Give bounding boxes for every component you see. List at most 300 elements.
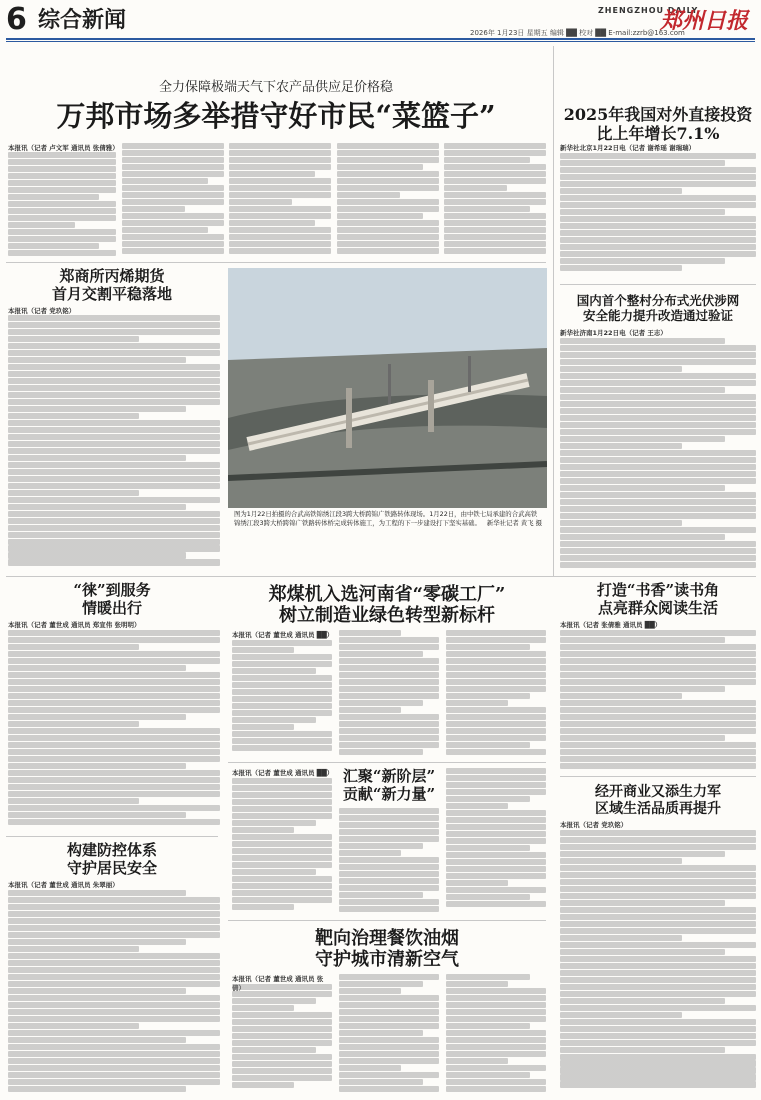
text-line — [8, 637, 220, 643]
text-line — [8, 819, 220, 825]
text-line — [560, 942, 756, 948]
text-line — [560, 928, 756, 934]
text-line — [8, 1044, 220, 1050]
divider — [228, 920, 546, 921]
text-line — [337, 143, 439, 149]
text-line — [446, 1023, 530, 1029]
text-line — [339, 808, 439, 814]
text-line — [560, 1047, 725, 1053]
text-line — [8, 476, 220, 482]
text-line — [232, 724, 294, 730]
text-line — [8, 250, 116, 256]
text-line — [560, 401, 756, 407]
text-line — [444, 143, 546, 149]
text-line — [446, 672, 546, 678]
text-line — [8, 462, 220, 468]
text-line — [229, 171, 315, 177]
text-line — [8, 236, 116, 242]
column-divider — [553, 46, 554, 576]
text-line — [446, 742, 530, 748]
text-line — [446, 1002, 546, 1008]
text-line — [8, 420, 220, 426]
text-line — [339, 864, 439, 870]
text-line — [560, 644, 756, 650]
text-line — [444, 164, 546, 170]
rail-body — [560, 338, 756, 570]
text-line — [560, 352, 756, 358]
culture-byline: 本报讯（记者 党玖铭） — [560, 821, 628, 829]
newpower-body-col1 — [232, 778, 332, 914]
text-line — [8, 756, 220, 762]
text-line — [8, 152, 116, 158]
text-line — [232, 689, 332, 695]
text-line — [560, 167, 756, 173]
text-line — [560, 380, 756, 386]
smoke-body-col2 — [339, 974, 439, 1094]
text-line — [560, 555, 756, 561]
text-line — [8, 700, 220, 706]
text-line — [8, 890, 186, 896]
text-line — [560, 258, 725, 264]
text-line — [8, 545, 220, 551]
text-line — [560, 1060, 756, 1066]
text-line — [560, 457, 756, 463]
culture-body — [560, 830, 756, 1094]
text-line — [122, 241, 224, 247]
text-line — [232, 904, 294, 910]
text-line — [560, 921, 756, 927]
text-line — [229, 150, 331, 156]
text-line — [8, 490, 139, 496]
text-line — [560, 735, 725, 741]
text-line — [8, 322, 220, 328]
text-line — [446, 859, 546, 865]
text-line — [8, 1051, 220, 1057]
lead-body-col4 — [337, 143, 439, 258]
text-line — [8, 665, 186, 671]
text-line — [560, 949, 725, 955]
text-line — [560, 223, 756, 229]
text-line — [8, 805, 220, 811]
text-line — [122, 213, 224, 219]
text-line — [446, 630, 546, 636]
text-line — [446, 707, 546, 713]
smoke-body-col1 — [232, 984, 332, 1094]
text-line — [232, 640, 332, 646]
text-line — [232, 1033, 332, 1039]
coal-body-col3 — [446, 630, 546, 756]
text-line — [8, 784, 220, 790]
text-line — [8, 693, 220, 699]
text-line — [560, 872, 756, 878]
text-line — [122, 206, 185, 212]
text-line — [339, 1058, 439, 1064]
court-byline: 本报讯（记者 党玖铭） — [8, 307, 76, 315]
newpower-byline: 本报讯（记者 董世成 通讯员 ██） — [232, 769, 334, 777]
text-line — [232, 876, 332, 882]
text-line — [229, 143, 331, 149]
text-line — [560, 693, 682, 699]
text-line — [446, 735, 546, 741]
text-line — [8, 399, 220, 405]
text-line — [8, 651, 220, 657]
text-line — [232, 799, 332, 805]
text-line — [339, 672, 439, 678]
text-line — [339, 735, 439, 741]
text-line — [232, 682, 332, 688]
prevention-headline: 构建防控体系 守护居民安全 — [66, 841, 157, 877]
text-line — [337, 248, 439, 254]
text-line — [8, 1058, 220, 1064]
text-line — [560, 900, 725, 906]
text-line — [8, 953, 220, 959]
text-line — [339, 995, 439, 1001]
text-line — [560, 230, 756, 236]
text-line — [446, 1072, 530, 1078]
text-line — [8, 208, 116, 214]
divider — [228, 762, 546, 763]
text-line — [560, 373, 756, 379]
lead-byline: 本报讯（记者 卢文军 通讯员 张倩雅） — [8, 144, 119, 152]
text-line — [8, 378, 220, 384]
text-line — [8, 343, 220, 349]
text-line — [232, 792, 332, 798]
text-line — [8, 448, 220, 454]
text-line — [560, 851, 725, 857]
text-line — [8, 497, 220, 503]
text-line — [8, 932, 220, 938]
paper-logo: 郑州日报 — [660, 8, 749, 34]
text-line — [560, 464, 756, 470]
text-line — [560, 387, 725, 393]
text-line — [229, 178, 331, 184]
text-line — [339, 749, 423, 755]
text-line — [8, 215, 116, 221]
lead-kicker: 全力保障极端天气下农产品供应足价格稳 — [158, 80, 393, 95]
text-line — [560, 265, 682, 271]
text-line — [446, 880, 508, 886]
text-line — [339, 665, 439, 671]
text-line — [444, 248, 546, 254]
text-line — [339, 850, 401, 856]
coal-body-col1 — [232, 640, 332, 756]
text-line — [446, 810, 546, 816]
text-line — [560, 188, 682, 194]
service-byline: 本报讯（记者 董世成 通讯员 郑宣伟 张明明） — [8, 621, 141, 629]
text-line — [8, 392, 220, 398]
text-line — [122, 178, 208, 184]
text-line — [8, 658, 220, 664]
text-line — [339, 815, 439, 821]
text-line — [339, 679, 439, 685]
text-line — [339, 829, 439, 835]
text-line — [446, 988, 546, 994]
text-line — [560, 721, 756, 727]
text-line — [122, 185, 224, 191]
text-line — [339, 1086, 439, 1092]
text-line — [8, 1030, 220, 1036]
text-line — [339, 1044, 439, 1050]
text-line — [444, 171, 546, 177]
text-line — [560, 1054, 756, 1060]
divider — [560, 776, 756, 777]
text-line — [232, 661, 332, 667]
text-line — [232, 1012, 332, 1018]
text-line — [446, 796, 530, 802]
text-line — [560, 837, 756, 843]
trade-byline: 新华社北京1月22日电（记者 谢希瑶 谢瑞瑞） — [560, 144, 696, 152]
text-line — [339, 981, 423, 987]
text-line — [232, 717, 316, 723]
text-line — [232, 855, 332, 861]
text-line — [560, 998, 725, 1004]
bridge-photo — [228, 268, 547, 508]
text-line — [8, 777, 220, 783]
text-line — [560, 436, 725, 442]
text-line — [446, 728, 546, 734]
text-line — [229, 234, 331, 240]
rail-headline: 国内首个整村分布式光伏涉网 安全能力提升改造通过验证 — [576, 293, 740, 323]
text-line — [560, 672, 756, 678]
text-line — [446, 686, 546, 692]
text-line — [444, 227, 546, 233]
text-line — [444, 234, 546, 240]
text-line — [339, 637, 439, 643]
text-line — [560, 202, 756, 208]
text-line — [560, 637, 725, 643]
text-line — [339, 651, 423, 657]
text-line — [8, 630, 220, 636]
newpower-body-col2 — [339, 808, 439, 914]
smoke-headline: 靶向治理餐饮油烟 守护城市清新空气 — [315, 928, 459, 971]
text-line — [446, 887, 546, 893]
text-line — [122, 248, 224, 254]
text-line — [8, 714, 186, 720]
service-headline: “徕”到服务 情暖出行 — [73, 581, 151, 617]
text-line — [232, 820, 316, 826]
text-line — [232, 654, 332, 660]
text-line — [229, 227, 331, 233]
text-line — [8, 770, 220, 776]
text-line — [444, 157, 530, 163]
text-line — [122, 164, 224, 170]
text-line — [560, 1074, 756, 1080]
text-line — [560, 956, 756, 962]
text-line — [229, 213, 331, 219]
text-line — [337, 164, 423, 170]
text-line — [8, 441, 220, 447]
text-line — [560, 1012, 682, 1018]
text-line — [8, 644, 139, 650]
text-line — [446, 789, 546, 795]
text-line — [339, 1072, 439, 1078]
text-line — [560, 679, 756, 685]
text-line — [229, 220, 315, 226]
text-line — [232, 1019, 332, 1025]
text-line — [232, 1068, 332, 1074]
text-line — [8, 518, 220, 524]
text-line — [229, 157, 331, 163]
lead-body-col3 — [229, 143, 331, 258]
text-line — [232, 827, 294, 833]
text-line — [560, 1040, 756, 1046]
text-line — [446, 721, 546, 727]
text-line — [339, 742, 439, 748]
text-line — [8, 434, 220, 440]
text-line — [8, 187, 116, 193]
text-line — [560, 492, 756, 498]
text-line — [339, 892, 423, 898]
text-line — [560, 485, 725, 491]
text-line — [339, 878, 439, 884]
text-line — [446, 637, 546, 643]
text-line — [560, 686, 725, 692]
text-line — [8, 967, 220, 973]
text-line — [8, 229, 116, 235]
text-line — [560, 527, 756, 533]
text-line — [8, 749, 220, 755]
text-line — [337, 185, 439, 191]
rail-byline: 新华社济南1月22日电（记者 王志） — [560, 329, 667, 337]
text-line — [446, 651, 546, 657]
text-line — [232, 806, 332, 812]
text-line — [560, 844, 756, 850]
lead-headline: 万邦市场多举措守好市民“菜篮子” — [56, 99, 496, 133]
divider — [6, 836, 218, 837]
text-line — [232, 1040, 332, 1046]
court-headline: 郑商所丙烯期货 首月交割平稳落地 — [51, 267, 172, 303]
text-line — [339, 843, 423, 849]
text-line — [122, 227, 208, 233]
text-line — [8, 511, 220, 517]
text-line — [8, 532, 220, 538]
text-line — [232, 890, 332, 896]
header-rule-thin — [6, 41, 755, 42]
smoke-body-col3 — [446, 974, 546, 1094]
text-line — [560, 907, 756, 913]
text-line — [8, 173, 116, 179]
text-line — [560, 886, 756, 892]
service-body — [8, 630, 220, 830]
divider — [560, 284, 756, 285]
text-line — [232, 738, 332, 744]
text-line — [446, 901, 546, 907]
header-rule — [6, 38, 755, 40]
text-line — [446, 1009, 546, 1015]
text-line — [560, 160, 725, 166]
text-line — [560, 195, 756, 201]
text-line — [8, 559, 220, 565]
text-line — [446, 665, 546, 671]
text-line — [339, 700, 423, 706]
photo-credit: 新华社记者 黄飞 摄 — [486, 519, 542, 527]
text-line — [122, 192, 224, 198]
text-line — [446, 803, 508, 809]
text-line — [8, 1065, 220, 1071]
lead-body-col1 — [8, 152, 116, 258]
text-line — [8, 679, 220, 685]
text-line — [446, 700, 508, 706]
text-line — [8, 357, 186, 363]
text-line — [8, 897, 220, 903]
text-line — [560, 209, 725, 215]
text-line — [446, 1037, 546, 1043]
text-line — [8, 413, 139, 419]
text-line — [560, 359, 756, 365]
coal-body-col2 — [339, 630, 439, 756]
lead-body-col2 — [122, 143, 224, 258]
text-line — [337, 192, 400, 198]
text-line — [446, 1086, 546, 1092]
text-line — [232, 647, 294, 653]
text-line — [8, 946, 139, 952]
text-line — [446, 1079, 546, 1085]
text-line — [446, 866, 546, 872]
text-line — [337, 150, 439, 156]
court-body — [8, 315, 220, 568]
text-line — [560, 700, 756, 706]
text-line — [232, 703, 332, 709]
text-line — [560, 630, 756, 636]
text-line — [339, 857, 439, 863]
text-line — [232, 991, 332, 997]
text-line — [8, 243, 99, 249]
text-line — [339, 1030, 423, 1036]
text-line — [232, 668, 316, 674]
text-line — [8, 159, 116, 165]
text-line — [232, 1047, 316, 1053]
text-line — [560, 181, 756, 187]
text-line — [8, 791, 220, 797]
text-line — [560, 914, 756, 920]
coal-byline: 本报讯（记者 董世成 通讯员 ██） — [232, 631, 334, 639]
bridge-illustration — [228, 268, 547, 508]
text-line — [8, 1037, 186, 1043]
text-line — [8, 371, 220, 377]
text-line — [446, 775, 546, 781]
text-line — [232, 984, 332, 990]
text-line — [560, 1033, 756, 1039]
text-line — [8, 350, 220, 356]
text-line — [560, 728, 756, 734]
text-line — [444, 206, 530, 212]
text-line — [232, 778, 332, 784]
text-line — [560, 478, 756, 484]
text-line — [339, 974, 439, 980]
text-line — [8, 735, 220, 741]
text-line — [560, 251, 756, 257]
text-line — [446, 714, 546, 720]
text-line — [339, 822, 439, 828]
text-line — [8, 455, 186, 461]
newpower-body-col3 — [446, 768, 546, 914]
text-line — [229, 206, 331, 212]
text-line — [560, 394, 756, 400]
text-line — [446, 831, 546, 837]
text-line — [8, 1016, 220, 1022]
text-line — [232, 710, 332, 716]
text-line — [339, 1037, 439, 1043]
text-line — [560, 153, 756, 159]
text-line — [339, 714, 439, 720]
text-line — [122, 143, 224, 149]
text-line — [232, 1026, 332, 1032]
text-line — [8, 166, 116, 172]
text-line — [560, 651, 756, 657]
page-number: 6 — [6, 2, 27, 37]
text-line — [339, 885, 439, 891]
text-line — [560, 714, 756, 720]
